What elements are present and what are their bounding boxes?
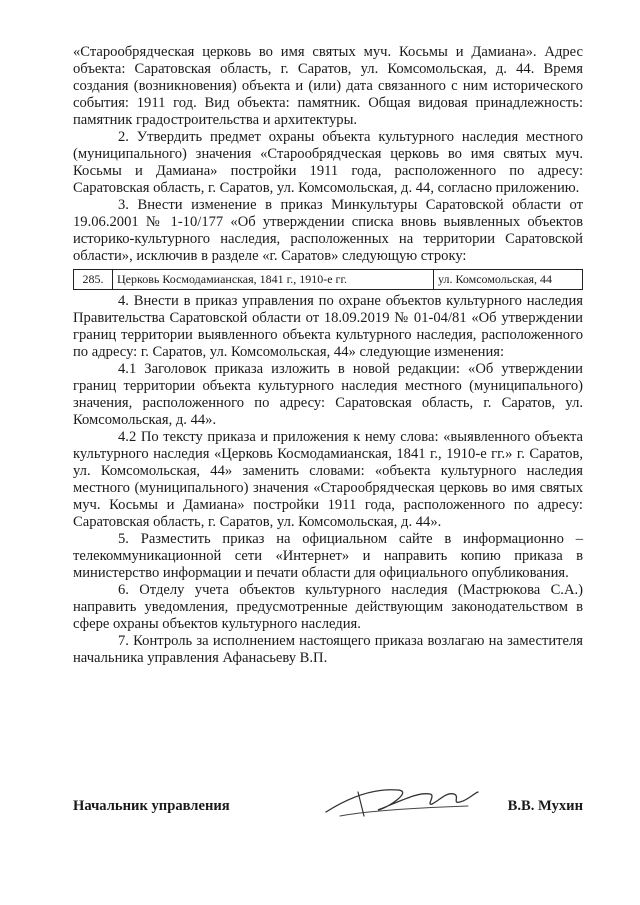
row-number: 285. (74, 270, 113, 290)
paragraph-7: 7. Контроль за исполнением настоящего приказа возлагаю на заместителя начальника управления Афанасьеву В.П. (73, 633, 583, 666)
paragraph-2: 2. Утвердить предмет охраны объекта культурного наследия местного (муниципального) значения «Старообрядческая церковь во имя святых муч. Косьмы и Дамиана» постройки 1911 года, расположенного по адресу: Саратовская область, г. Саратов, ул. Комсомольская, д. 44, согласно приложению. (73, 129, 583, 196)
paragraph-intro: «Старообрядческая церковь во имя святых муч. Косьмы и Дамиана». Адрес объекта: Саратовская область, г. Саратов, ул. Комсомольская, д. 44. Время создания (возникновения) объекта и (или) дата связанного с ним исторического события: 1911 год. Вид объекта: памятник. Общая видовая принадлежность: памятник градостроительства и архитектуры. (73, 44, 583, 128)
paragraph-5: 5. Разместить приказ на официальном сайте в информационно – телекоммуникационной сети «Интернет» и направить копию приказа в министерство информации и печати области для официального опубликования. (73, 531, 583, 581)
signature-block (73, 790, 583, 820)
row-address: ул. Комсомольская, 44 (434, 270, 583, 290)
row-object-name: Церковь Космодамианская, 1841 г., 1910-е гг. (113, 270, 434, 290)
signatory-position: Начальник управления (73, 798, 230, 814)
paragraph-3: 3. Внести изменение в приказ Минкультуры Саратовской области от 19.06.2001 № 1-10/177 «Об утверждении списка вновь выявленных объектов историко-культурного наследия, расположенных на территории Саратовской области», исключив в разделе «г. Саратов» следующую строку: (73, 197, 583, 264)
signatory-name: В.В. Мухин (507, 798, 583, 814)
paragraph-4: 4. Внести в приказ управления по охране объектов культурного наследия Правительства Саратовской области от 18.09.2019 № 01-04/81 «Об утверждении границ территории выявленного объекта культурного наследия, расположенного по адресу: г. Саратов, ул. Комсомольская, 44» следующие изменения: (73, 293, 583, 360)
table-row (74, 270, 583, 290)
paragraph-4-2: 4.2 По тексту приказа и приложения к нему слова: «выявленного объекта культурного наследия «Церковь Космодамианская, 1841 г., 1910-е гг.» г. Саратов, ул. Комсомольская, 44» заменить словами: «объекта культурного наследия местного (муниципального) значения «Старообрядческая церковь во имя святых муч. Косьмы и Дамиана» постройки 1911 года, расположенного по адресу: Саратовская область, г. Саратов, ул. Комсомольская, д. 44». (73, 429, 583, 530)
paragraph-4-1: 4.1 Заголовок приказа изложить в новой редакции: «Об утверждении границ территории объекта культурного наследия местного (муниципального) значения, расположенного по адресу: Саратовская область, г. Саратов, ул. Комсомольская, д. 44». (73, 361, 583, 428)
handwritten-signature-icon (318, 778, 483, 826)
excluded-row-table (73, 269, 583, 290)
paragraph-6: 6. Отделу учета объектов культурного наследия (Мастрюкова С.А.) направить уведомления, предусмотренные действующим законодательством в сфере охраны объектов культурного наследия. (73, 582, 583, 632)
